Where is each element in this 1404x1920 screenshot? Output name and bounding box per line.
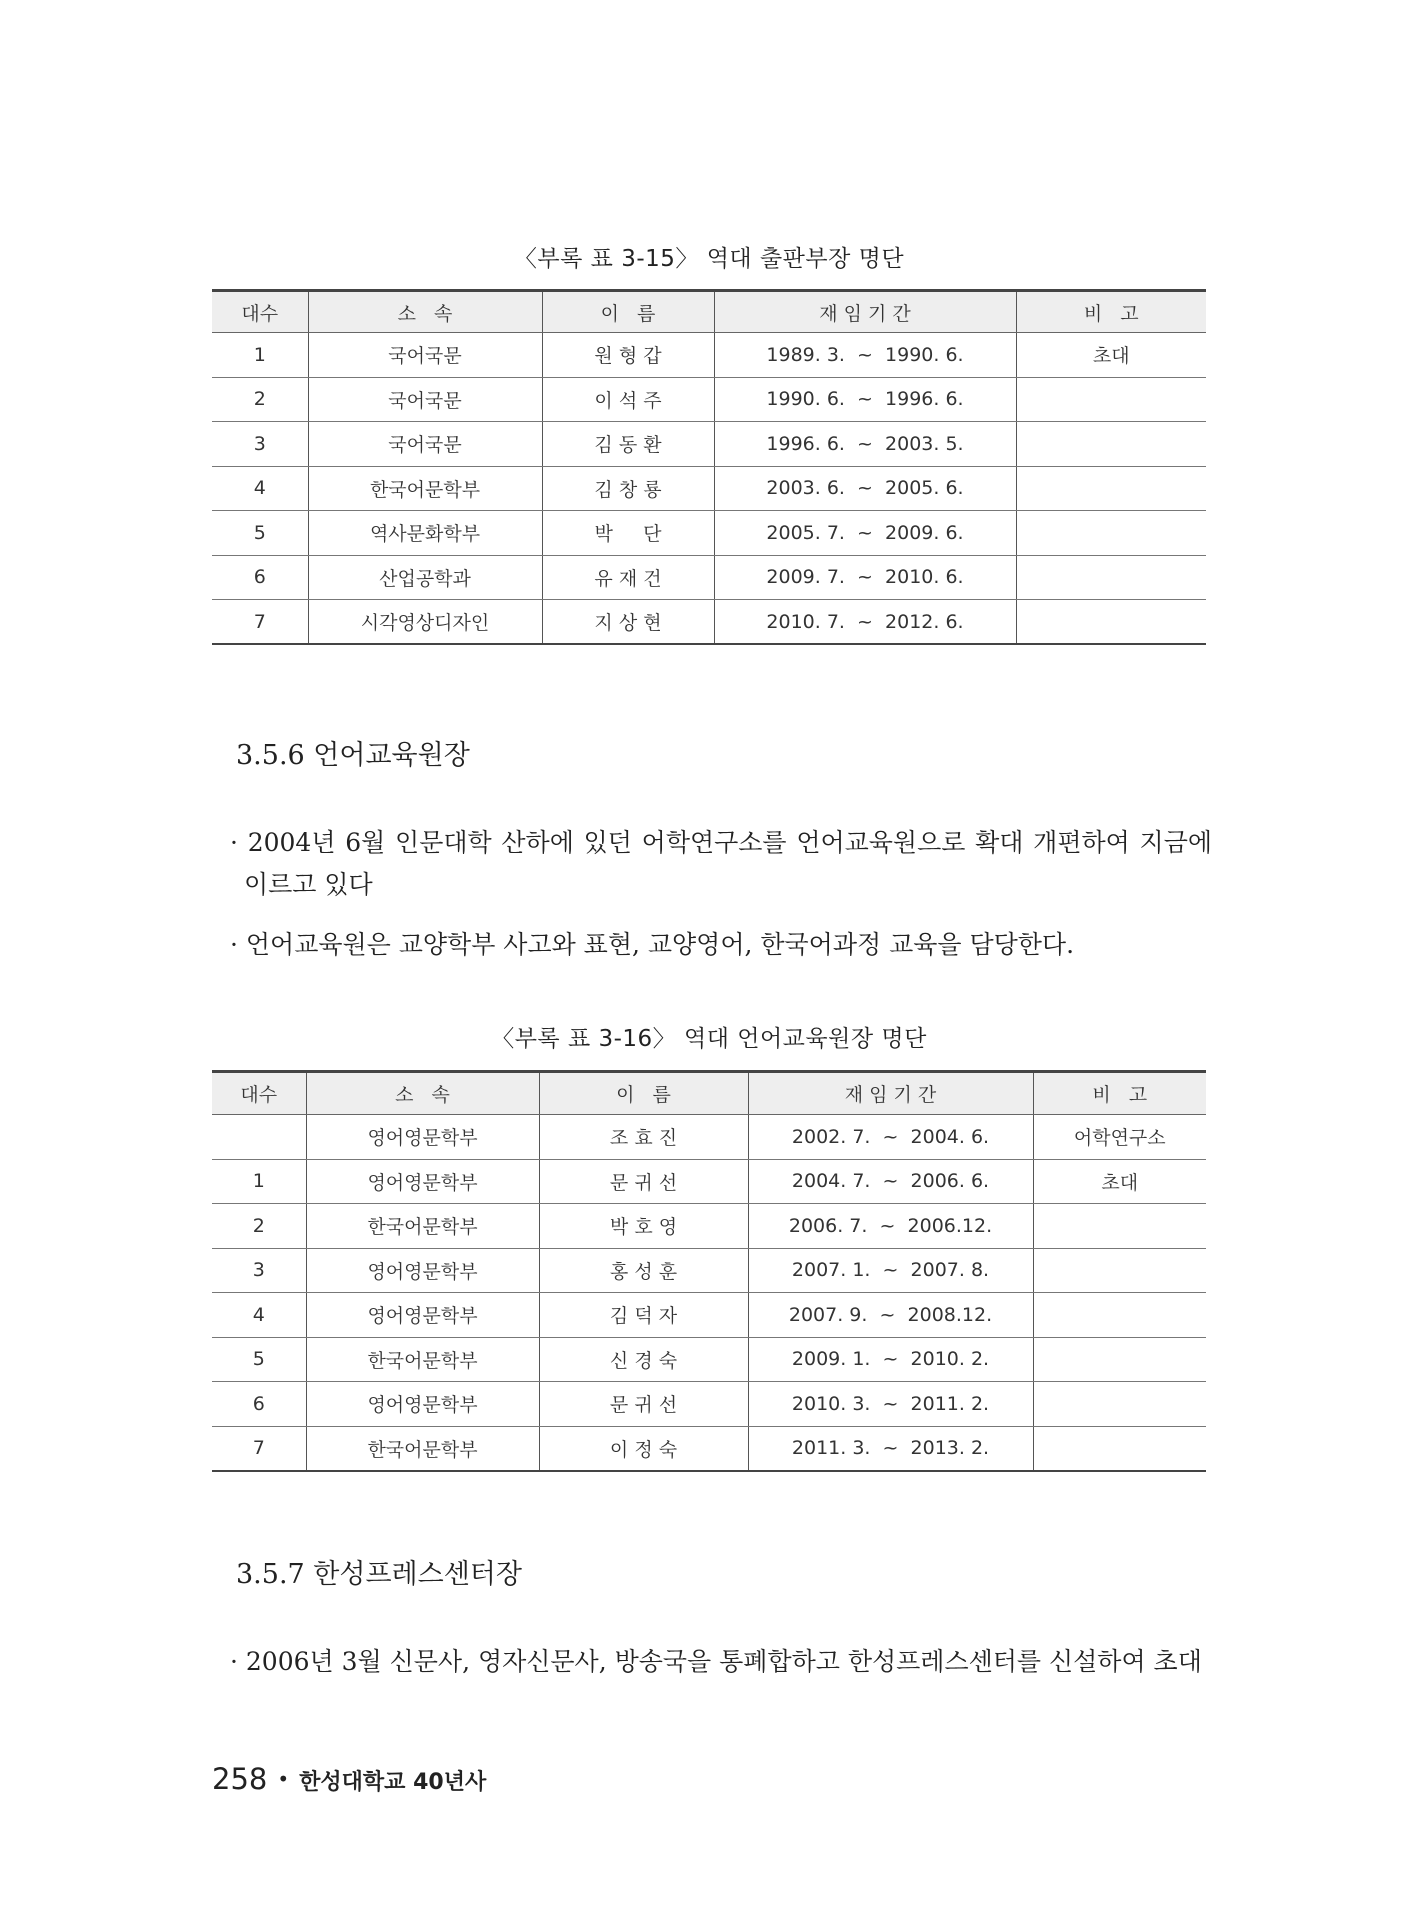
name-cell: 문 귀 선 bbox=[539, 1382, 748, 1427]
table-row bbox=[212, 511, 1206, 556]
name-cell: 이 석 주 bbox=[542, 377, 714, 422]
affiliation-cell: 영어영문학부 bbox=[306, 1382, 539, 1427]
term-cell: 5 bbox=[212, 1337, 306, 1382]
affiliation-cell: 영어영문학부 bbox=[306, 1293, 539, 1338]
period-cell: 1996. 6. ~ 2003. 5. bbox=[714, 422, 1016, 467]
name-cell: 이 정 숙 bbox=[539, 1426, 748, 1471]
note-cell bbox=[1016, 422, 1206, 467]
note-cell bbox=[1033, 1337, 1206, 1382]
column-header: 재 임 기 간 bbox=[714, 291, 1016, 333]
section-356-bullet-1: · 2004년 6월 인문대학 산하에 있던 어학연구소를 언어교육원으로 확대 개편하여 지금에 이르고 있다 bbox=[230, 828, 1212, 899]
table-row bbox=[212, 1248, 1206, 1293]
section-357-bullet-1: · 2006년 3월 신문사, 영자신문사, 방송국을 통폐합하고 한성프레스센터를 신설하여 초대 bbox=[230, 1647, 1202, 1676]
note-cell bbox=[1016, 466, 1206, 511]
column-header: 대수 bbox=[212, 291, 308, 333]
section-357-heading: 3.5.7 한성프레스센터장 bbox=[236, 1559, 522, 1590]
table-row bbox=[212, 1337, 1206, 1382]
table-row bbox=[212, 333, 1206, 378]
period-cell: 2011. 3. ~ 2013. 2. bbox=[748, 1426, 1033, 1471]
term-cell: 7 bbox=[212, 600, 308, 645]
note-cell bbox=[1016, 511, 1206, 556]
term-cell: 1 bbox=[212, 333, 308, 378]
note-cell bbox=[1033, 1293, 1206, 1338]
table-row bbox=[212, 1204, 1206, 1249]
affiliation-cell: 한국어문학부 bbox=[306, 1204, 539, 1249]
affiliation-cell: 산업공학과 bbox=[308, 555, 542, 600]
term-cell: 4 bbox=[212, 1293, 306, 1338]
table2-header bbox=[212, 1072, 1206, 1115]
period-cell: 2009. 1. ~ 2010. 2. bbox=[748, 1337, 1033, 1382]
period-cell: 2007. 9. ~ 2008.12. bbox=[748, 1293, 1033, 1338]
column-header: 비 고 bbox=[1033, 1072, 1206, 1115]
footer-separator: • bbox=[277, 1767, 290, 1791]
name-cell: 신 경 숙 bbox=[539, 1337, 748, 1382]
affiliation-cell: 시각영상디자인 bbox=[308, 600, 542, 645]
name-cell: 박 단 bbox=[542, 511, 714, 556]
affiliation-cell: 영어영문학부 bbox=[306, 1115, 539, 1160]
name-cell: 김 동 환 bbox=[542, 422, 714, 467]
table-row bbox=[212, 600, 1206, 645]
term-cell: 1 bbox=[212, 1159, 306, 1204]
note-cell bbox=[1033, 1382, 1206, 1427]
note-cell bbox=[1033, 1204, 1206, 1249]
table2-body bbox=[212, 1115, 1206, 1471]
period-cell: 2005. 7. ~ 2009. 6. bbox=[714, 511, 1016, 556]
term-cell: 3 bbox=[212, 422, 308, 467]
column-header: 대수 bbox=[212, 1072, 306, 1115]
term-cell: 6 bbox=[212, 1382, 306, 1427]
column-header: 이 름 bbox=[542, 291, 714, 333]
table2-caption: 〈부록 표 3-16〉 역대 언어교육원장 명단 bbox=[491, 1026, 927, 1052]
column-header: 소 속 bbox=[308, 291, 542, 333]
affiliation-cell: 한국어문학부 bbox=[308, 466, 542, 511]
note-cell bbox=[1016, 555, 1206, 600]
table-row bbox=[212, 422, 1206, 467]
table-row bbox=[212, 377, 1206, 422]
period-cell: 2007. 1. ~ 2007. 8. bbox=[748, 1248, 1033, 1293]
affiliation-cell: 국어국문 bbox=[308, 333, 542, 378]
name-cell: 김 창 룡 bbox=[542, 466, 714, 511]
affiliation-cell: 영어영문학부 bbox=[306, 1159, 539, 1204]
table-row bbox=[212, 466, 1206, 511]
note-cell bbox=[1016, 377, 1206, 422]
book-title: 한성대학교 40년사 bbox=[299, 1770, 487, 1795]
affiliation-cell: 역사문화학부 bbox=[308, 511, 542, 556]
name-cell: 조 효 진 bbox=[539, 1115, 748, 1160]
name-cell: 김 덕 자 bbox=[539, 1293, 748, 1338]
table1-caption: 〈부록 표 3-15〉 역대 출판부장 명단 bbox=[513, 246, 905, 272]
name-cell: 박 호 영 bbox=[539, 1204, 748, 1249]
period-cell: 2002. 7. ~ 2004. 6. bbox=[748, 1115, 1033, 1160]
section-356-heading: 3.5.6 언어교육원장 bbox=[236, 740, 470, 771]
table2-roster bbox=[212, 1070, 1206, 1472]
period-cell: 2010. 7. ~ 2012. 6. bbox=[714, 600, 1016, 645]
name-cell: 원 형 갑 bbox=[542, 333, 714, 378]
page-number: 258 bbox=[212, 1762, 268, 1796]
table-row bbox=[212, 1426, 1206, 1471]
table-row bbox=[212, 1159, 1206, 1204]
page-footer bbox=[212, 1762, 486, 1796]
term-cell: 4 bbox=[212, 466, 308, 511]
period-cell: 2009. 7. ~ 2010. 6. bbox=[714, 555, 1016, 600]
table1-header bbox=[212, 291, 1206, 333]
term-cell: 5 bbox=[212, 511, 308, 556]
name-cell: 지 상 현 bbox=[542, 600, 714, 645]
period-cell: 2003. 6. ~ 2005. 6. bbox=[714, 466, 1016, 511]
term-cell: 7 bbox=[212, 1426, 306, 1471]
note-cell bbox=[1033, 1248, 1206, 1293]
term-cell: 3 bbox=[212, 1248, 306, 1293]
period-cell: 2010. 3. ~ 2011. 2. bbox=[748, 1382, 1033, 1427]
affiliation-cell: 한국어문학부 bbox=[306, 1426, 539, 1471]
affiliation-cell: 한국어문학부 bbox=[306, 1337, 539, 1382]
term-cell: 6 bbox=[212, 555, 308, 600]
table-row bbox=[212, 1293, 1206, 1338]
term-cell bbox=[212, 1115, 306, 1160]
table-row bbox=[212, 555, 1206, 600]
column-header: 비 고 bbox=[1016, 291, 1206, 333]
table-row bbox=[212, 1115, 1206, 1160]
note-cell bbox=[1033, 1426, 1206, 1471]
section-356-bullet-2: · 언어교육원은 교양학부 사고와 표현, 교양영어, 한국어과정 교육을 담당한다. bbox=[230, 930, 1075, 959]
note-cell: 초대 bbox=[1033, 1159, 1206, 1204]
affiliation-cell: 국어국문 bbox=[308, 377, 542, 422]
table1-roster bbox=[212, 289, 1206, 645]
note-cell bbox=[1016, 600, 1206, 645]
affiliation-cell: 영어영문학부 bbox=[306, 1248, 539, 1293]
term-cell: 2 bbox=[212, 1204, 306, 1249]
period-cell: 1990. 6. ~ 1996. 6. bbox=[714, 377, 1016, 422]
note-cell: 어학연구소 bbox=[1033, 1115, 1206, 1160]
name-cell: 홍 성 훈 bbox=[539, 1248, 748, 1293]
name-cell: 문 귀 선 bbox=[539, 1159, 748, 1204]
name-cell: 유 재 건 bbox=[542, 555, 714, 600]
column-header: 재 임 기 간 bbox=[748, 1072, 1033, 1115]
note-cell: 초대 bbox=[1016, 333, 1206, 378]
period-cell: 2006. 7. ~ 2006.12. bbox=[748, 1204, 1033, 1249]
column-header: 소 속 bbox=[306, 1072, 539, 1115]
period-cell: 1989. 3. ~ 1990. 6. bbox=[714, 333, 1016, 378]
period-cell: 2004. 7. ~ 2006. 6. bbox=[748, 1159, 1033, 1204]
table1-body bbox=[212, 333, 1206, 645]
term-cell: 2 bbox=[212, 377, 308, 422]
column-header: 이 름 bbox=[539, 1072, 748, 1115]
table-row bbox=[212, 1382, 1206, 1427]
affiliation-cell: 국어국문 bbox=[308, 422, 542, 467]
